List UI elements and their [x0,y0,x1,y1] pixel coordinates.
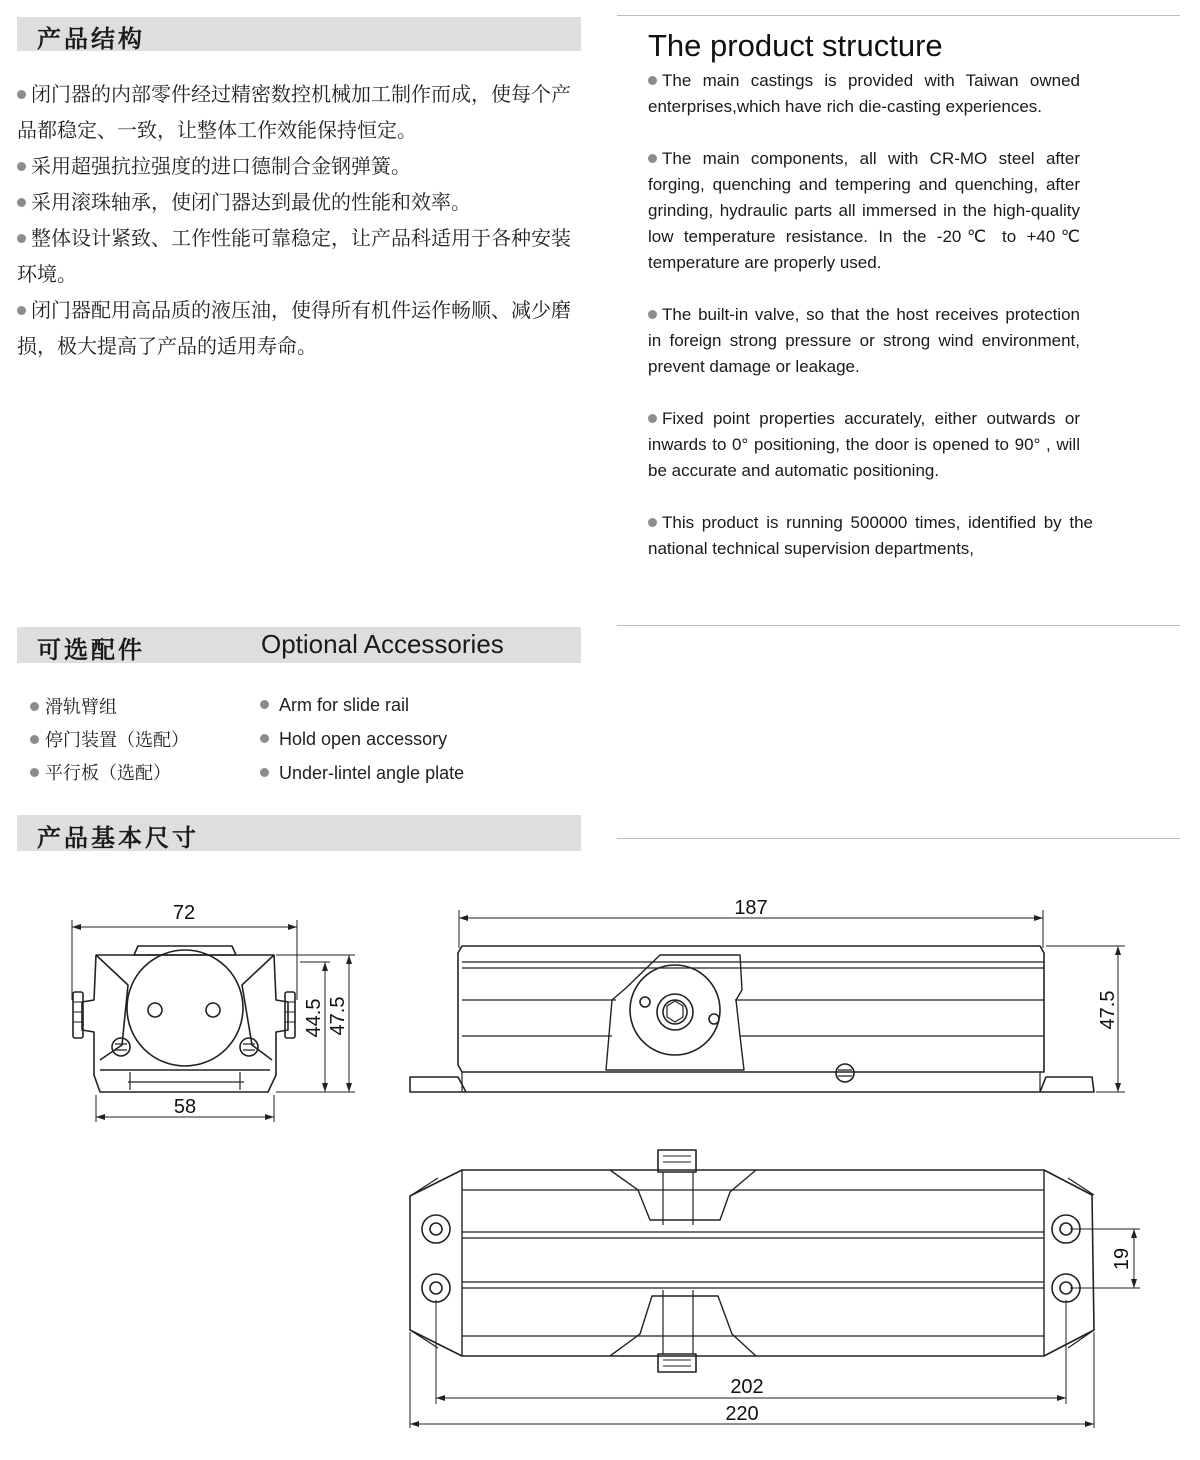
list-item: 整体设计紧致、工作性能可靠稳定，让产品科适用于各种安装环境。 [17,226,571,286]
divider [617,15,1180,16]
list-item: 采用滚珠轴承，使闭门器达到最优的性能和效率。 [17,184,583,220]
bullet-icon [648,518,657,527]
structure-title-bar [17,17,581,51]
bullet-icon [30,768,39,777]
bullet-icon [30,735,39,744]
accessories-en-title: Optional Accessories [261,629,504,659]
list-item: 停门装置（选配） [30,724,189,757]
divider [617,625,1180,626]
bullet-icon [260,768,269,777]
list-item: Fixed point properties accurately, either outwards or inwards to 0° positioning, the door is opened to 90° , will be accurate and automatic positioning. [648,409,1080,480]
list-item: The main castings is provided with Taiwan owned enterprises,which have rich die-casting experiences. [648,71,1080,116]
structure-cn-title: 产品结构 [37,25,145,53]
accessories-cn-list [30,691,189,790]
list-item: This product is running 500000 times, identified by the national technical supervision departments, [648,513,1093,558]
dimensions-cn-title: 产品基本尺寸 [37,824,199,852]
list-item: The built-in valve, so that the host receives protection in foreign strong pressure or strong wind environment, prevent damage or leakage. [648,305,1080,376]
hole-spacing-label: 19 [1111,1247,1133,1271]
list-item: 平行板（选配） [30,757,189,790]
bullet-icon [17,198,26,207]
list-item: 滑轨臂组 [30,691,189,724]
side-base-label: 58 [173,1096,197,1118]
accessories-title-bar [17,627,581,663]
structure-en-title: The product structure [648,28,943,63]
structure-en-list [648,68,1093,588]
bullet-icon [648,414,657,423]
front-length-label: 187 [734,897,768,919]
accessories-cn-title: 可选配件 [37,636,145,664]
side-height-inner-label: 44.5 [303,998,325,1038]
bullet-icon [17,306,26,315]
top-view [410,1150,1140,1428]
list-item: Arm for slide rail [260,688,464,722]
dimensions-title-bar [17,815,581,851]
dimension-drawing [0,870,1200,1430]
list-item: 闭门器配用高品质的液压油，使得所有机件运作畅顺、减少磨损，极大提高了产品的适用寿命。 [17,298,571,358]
list-item: The main components, all with CR-MO steel after forging, quenching and tempering and quenching, after grinding, hydraulic parts all immersed in the high-quality low temperature resistance. In the -20℃ to +40℃ temperature are properly used. [648,149,1080,272]
side-view [72,902,355,1122]
divider [617,838,1180,839]
front-height-label: 47.5 [1097,990,1119,1030]
list-item: 采用超强抗拉强度的进口德制合金钢弹簧。 [17,148,583,184]
side-height-outer-label: 47.5 [327,996,349,1036]
front-view [410,897,1125,1092]
body-length-label: 202 [730,1376,764,1398]
bullet-icon [648,154,657,163]
bullet-icon [260,700,269,709]
bullet-icon [648,310,657,319]
bullet-icon [260,734,269,743]
list-item: Under-lintel angle plate [260,756,464,790]
bullet-icon [648,76,657,85]
list-item: Hold open accessory [260,722,464,756]
total-length-label: 220 [725,1403,759,1425]
list-item: 闭门器的内部零件经过精密数控机械加工制作而成，使每个产品都稳定、一致，让整体工作效能保持恒定。 [17,82,571,142]
side-width-label: 72 [172,902,196,924]
bullet-icon [17,90,26,99]
structure-cn-list [17,76,583,364]
bullet-icon [17,234,26,243]
bullet-icon [17,162,26,171]
accessories-en-list [260,688,464,790]
bullet-icon [30,702,39,711]
